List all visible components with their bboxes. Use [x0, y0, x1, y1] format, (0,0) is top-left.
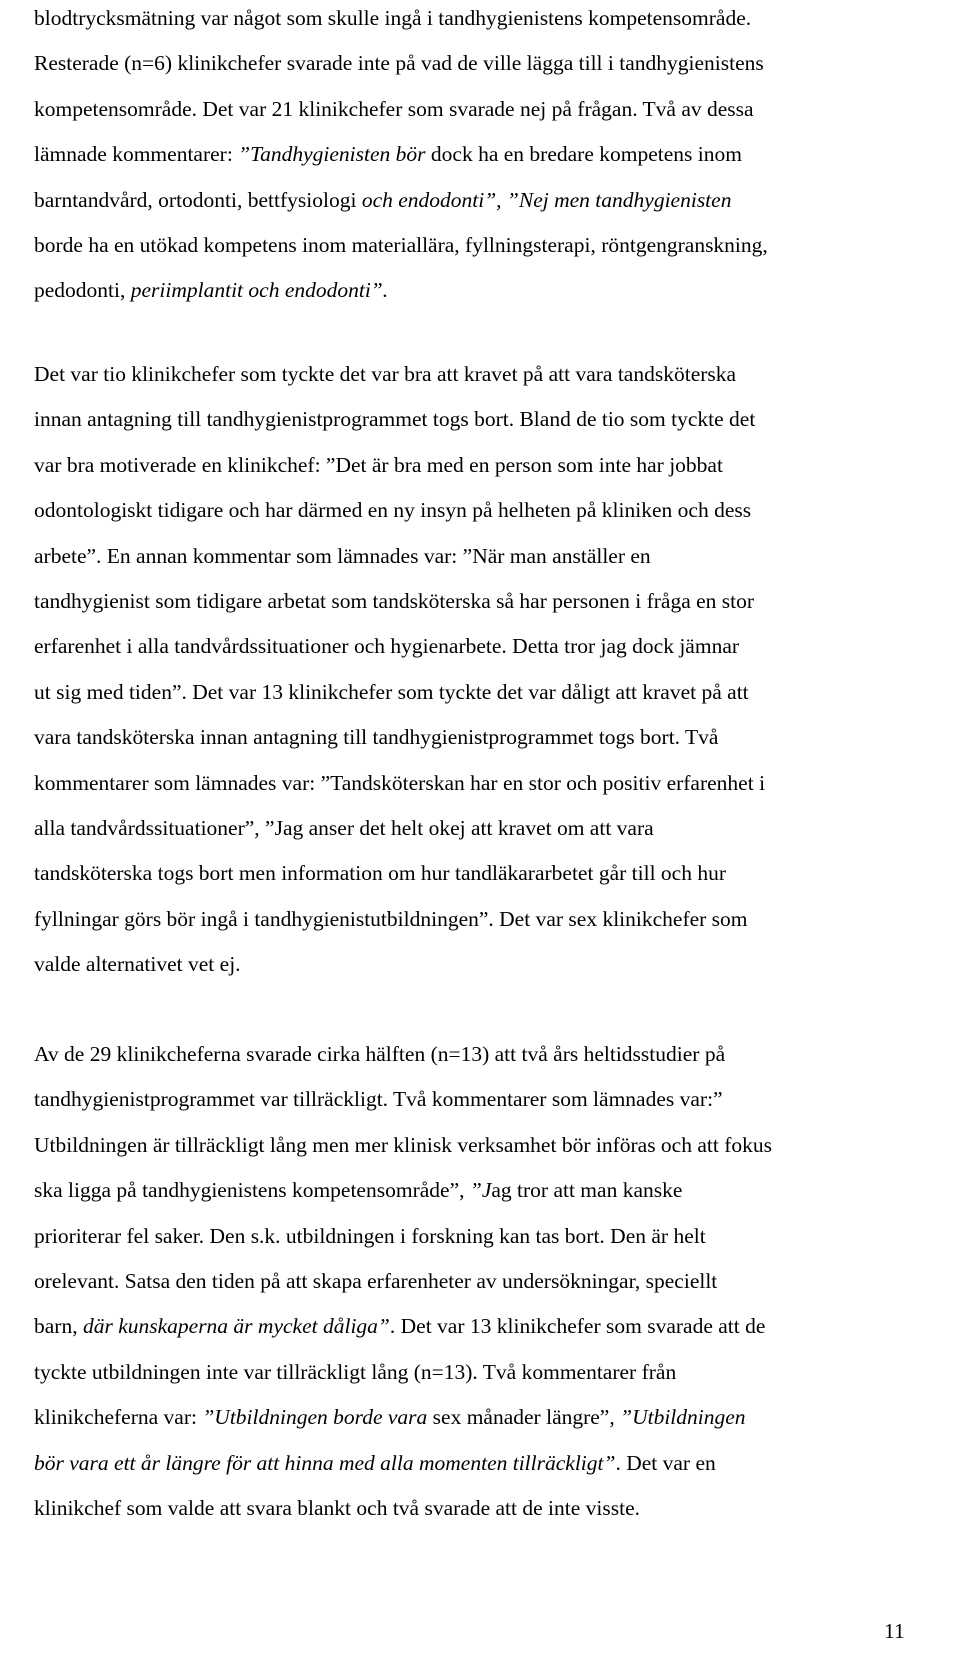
text-segment: . Det var 13 klinikchefer som svarade att de — [389, 1314, 766, 1339]
text-segment: orelevant. Satsa den tiden på att skapa erfarenheter av undersökningar, speciellt — [34, 1269, 718, 1293]
text-line — [34, 1357, 676, 1387]
text-segment: odontologiskt tidigare och har därmed en ny insyn på helheten på kliniken och dess — [34, 498, 752, 523]
text-segment: kompetensområde. Det var 21 klinikchefer som svarade nej på frågan. Två av dessa — [34, 96, 754, 121]
text-segment: Det var tio klinikchefer som tyckte det var bra att kravet på att vara tandsköterska — [34, 362, 737, 386]
text-line — [34, 631, 739, 661]
text-segment: barn, — [34, 1314, 83, 1339]
text-segment: blodtrycksmätning var något som skulle ingå i tandhygienistens kompetensområde. — [34, 6, 752, 30]
text-line — [34, 904, 748, 934]
page-number: 11 — [884, 1619, 905, 1643]
text-line — [34, 677, 749, 707]
text-segment: erfarenhet i alla tandvårdssituationer och hygienarbete. Detta tror jag dock jämnar — [34, 634, 740, 659]
text-segment: kommentarer som lämnades var: ”Tandsköterskan har en stor och positiv erfarenhet i — [34, 770, 766, 795]
text-line — [34, 1039, 725, 1069]
text-segment: alla tandvårdssituationer”, ”Jag anser det helt okej att kravet om att vara — [34, 816, 654, 840]
text-line — [34, 404, 755, 434]
text-line — [34, 275, 388, 305]
text-segment: dock ha en bredare kompetens inom — [425, 142, 742, 167]
text-line — [34, 139, 742, 169]
text-segment: var bra motiverade en klinikchef: ”Det är bra med en person som inte har jobbat — [34, 452, 723, 477]
text-segment: Resterade (n=6) klinikchefer svarade inte på vad de ville lägga till i tandhygienistens — [34, 51, 764, 76]
text-segment: prioriterar fel saker. Den s.k. utbildningen i forskning kan tas bort. Den är helt — [34, 1223, 706, 1248]
italic-quote-segment: ”J — [469, 1178, 492, 1203]
italic-quote-segment: ”Tandhygienisten bör — [238, 142, 426, 167]
text-line — [34, 768, 765, 798]
text-segment: vara tandsköterska innan antagning till tandhygienistprogrammet togs bort. Två — [34, 725, 719, 750]
italic-quote-segment: periimplantit och endodonti”. — [130, 278, 389, 303]
text-segment: borde ha en utökad kompetens inom materiallära, fyllningsterapi, röntgengranskning, — [34, 233, 768, 257]
text-segment: Av de 29 klinikcheferna svarade cirka hälften (n=13) att två års heltidsstudier på — [34, 1042, 726, 1066]
text-line — [34, 1448, 716, 1478]
italic-quote-segment: ”Utbildningen — [620, 1405, 746, 1430]
text-segment: pedodonti, — [34, 278, 131, 303]
text-line — [34, 1130, 772, 1160]
italic-quote-segment: bör vara ett år längre för att hinna med alla momenten tillräckligt” — [34, 1450, 616, 1475]
text-line — [34, 48, 764, 78]
text-segment: tandhygienistprogrammet var tillräckligt. Två kommentarer som lämnades var:” — [34, 1087, 723, 1112]
text-segment: tyckte utbildningen inte var tillräckligt lång (n=13). Två kommentarer från — [34, 1359, 677, 1384]
text-line — [34, 722, 718, 752]
text-line — [34, 495, 751, 525]
text-line — [34, 1175, 682, 1205]
italic-quote-segment: och endodonti”, ”Nej men tandhygienisten — [361, 187, 732, 212]
text-line — [34, 1266, 717, 1296]
text-line — [34, 359, 736, 389]
text-line — [34, 1221, 706, 1251]
text-line — [34, 586, 754, 616]
text-line — [34, 949, 241, 979]
text-segment: . Det var en — [615, 1450, 716, 1475]
text-line — [34, 3, 751, 33]
text-line — [34, 1402, 746, 1432]
text-segment: klinikchef som valde att svara blankt och två svarade att de inte visste. — [34, 1496, 640, 1520]
text-segment: arbete”. En annan kommentar som lämnades var: ”När man anställer en — [34, 543, 651, 568]
text-segment: innan antagning till tandhygienistprogrammet togs bort. Bland de tio som tyckte det — [34, 407, 756, 432]
text-line — [34, 858, 726, 888]
text-segment: tandhygienist som tidigare arbetat som tandsköterska så har personen i fråga en stor — [34, 589, 755, 613]
text-line — [34, 813, 654, 843]
text-segment: lämnade kommentarer: — [34, 142, 239, 167]
text-line — [34, 94, 754, 124]
italic-quote-segment: där kunskaperna är mycket dåliga” — [82, 1314, 390, 1339]
text-line — [34, 230, 768, 260]
text-segment: sex månader längre”, — [427, 1405, 621, 1430]
text-segment: ag tror att man kanske — [491, 1178, 683, 1203]
text-segment: Utbildningen är tillräckligt lång men mer klinisk verksamhet bör införas och att fokus — [34, 1132, 772, 1157]
text-line — [34, 1311, 765, 1341]
text-line — [34, 1084, 723, 1114]
text-line — [34, 185, 731, 215]
text-line — [34, 541, 651, 571]
text-segment: fyllningar görs bör ingå i tandhygienistutbildningen”. Det var sex klinikchefer som — [34, 906, 748, 931]
text-segment: ut sig med tiden”. Det var 13 klinikchefer som tyckte det var dåligt att kravet på att — [34, 679, 749, 704]
text-segment: valde alternativet vet ej. — [34, 952, 241, 977]
text-segment: barntandvård, ortodonti, bettfysiologi — [34, 187, 362, 212]
text-segment: klinikcheferna var: — [34, 1405, 203, 1430]
italic-quote-segment: ”Utbildningen borde vara — [202, 1405, 428, 1430]
text-segment: tandsköterska togs bort men information om hur tandläkararbetet går till och hur — [34, 861, 726, 886]
text-line — [34, 1493, 640, 1523]
text-segment: ska ligga på tandhygienistens kompetensområde”, — [34, 1178, 470, 1203]
text-line — [34, 450, 723, 480]
